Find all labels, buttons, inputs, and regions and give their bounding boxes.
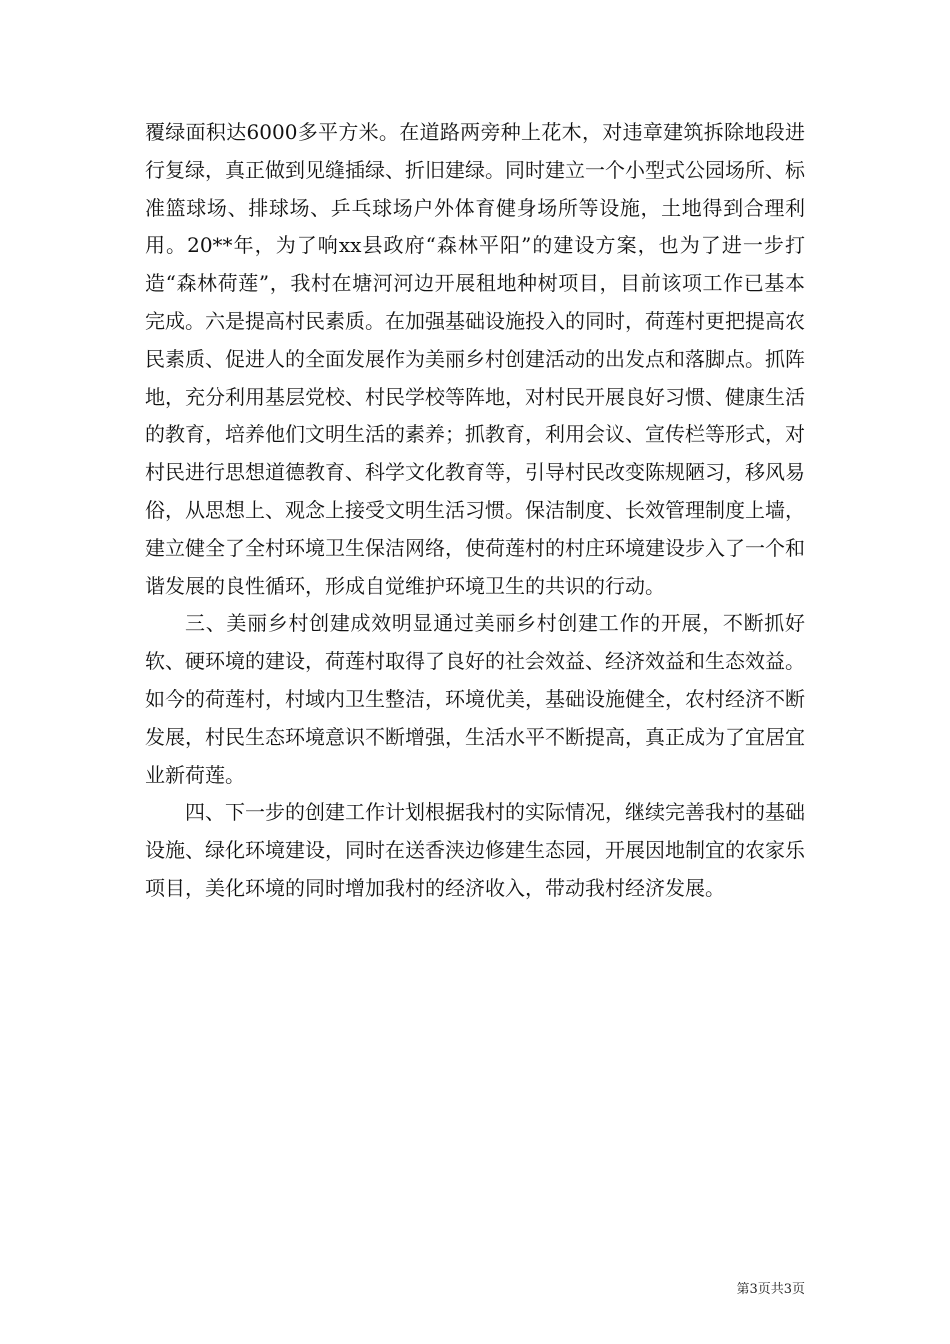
document-body	[145, 114, 805, 908]
page-number: 第3页共3页	[736, 1282, 805, 1297]
paragraph-continued: 覆绿面积达6000多平方米。在道路两旁种上花木，对违章建筑拆除地段进行复绿，真正做到见缝插绿、折旧建绿。同时建立一个小型式公园场所、标准篮球场、排球场、乒乓球场户外体育健身场所等设施，土地得到合理利用。20**年，为了响xx县政府“森林平阳”的建设方案，也为了进一步打造“森林荷莲”，我村在塘河河边开展租地种树项目，目前该项工作已基本完成。六是提高村民素质。在加强基础设施投入的同时，荷莲村更把提高农民素质、促进人的全面发展作为美丽乡村创建活动的出发点和落脚点。抓阵地，充分利用基层党校、村民学校等阵地，对村民开展良好习惯、健康生活的教育，培养他们文明生活的素养；抓教育，利用会议、宣传栏等形式，对村民进行思想道德教育、科学文化教育等，引导村民改变陈规陋习，移风易俗，从思想上、观念上接受文明生活习惯。保洁制度、长效管理制度上墙，建立健全了全村环境卫生保洁网络，使荷莲村的村庄环境建设步入了一个和谐发展的良性循环，形成自觉维护环境卫生的共识的行动。	[145, 120, 805, 598]
paragraph-section-three: 三、美丽乡村创建成效明显通过美丽乡村创建工作的开展，不断抓好软、硬环境的建设，荷莲村取得了良好的社会效益、经济效益和生态效益。如今的荷莲村，村域内卫生整洁，环境优美，基础设施健全，农村经济不断发展，村民生态环境意识不断增强，生活水平不断提高，真正成为了宜居宜业新荷莲。	[145, 611, 805, 787]
paragraph-section-four: 四、下一步的创建工作计划根据我村的实际情况，继续完善我村的基础设施、绿化环境建设，同时在送香浃边修建生态园，开展因地制宜的农家乐项目，美化环境的同时增加我村的经济收入，带动我村经济发展。	[145, 800, 805, 900]
